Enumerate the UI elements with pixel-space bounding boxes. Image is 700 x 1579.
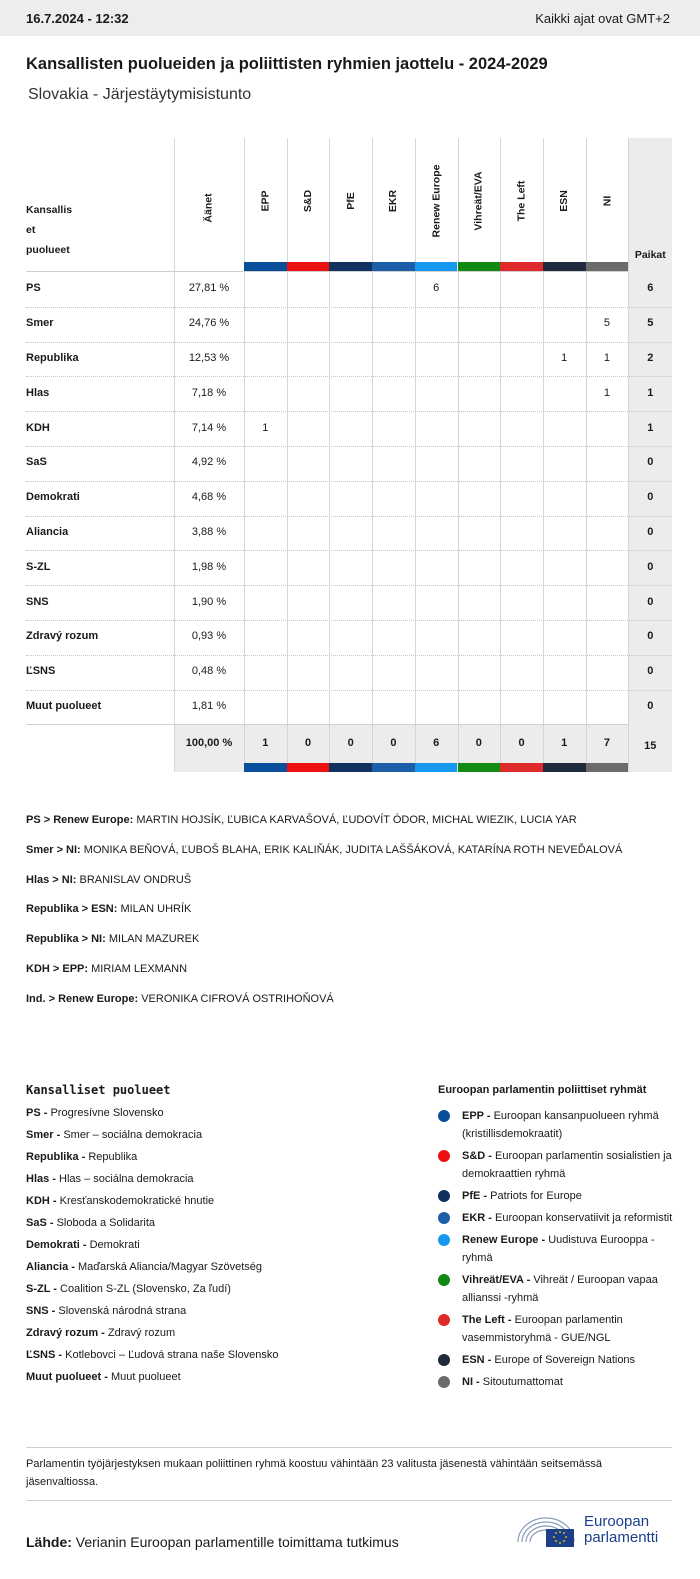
group-legend-text bbox=[462, 1231, 678, 1267]
party-legend-item bbox=[26, 1106, 406, 1128]
party-vote-share: 1,81 % bbox=[191, 700, 227, 712]
group-color-dot bbox=[438, 1110, 450, 1122]
party-legend-item bbox=[26, 1128, 406, 1150]
party-vote-share: 4,68 % bbox=[191, 491, 227, 504]
national-parties-legend bbox=[26, 1083, 406, 1392]
party-legend-name: Progresívne Slovensko bbox=[50, 1107, 164, 1119]
group-color-bar bbox=[287, 763, 330, 772]
party-header-line: Kansallis bbox=[26, 204, 73, 216]
page-title: Kansallisten puolueiden ja poliittisten ryhmien jaottelu - 2024-2029 bbox=[26, 55, 548, 73]
party-legend-item bbox=[26, 1326, 406, 1348]
member-assignment bbox=[26, 963, 187, 975]
party-name: Demokrati bbox=[26, 491, 80, 504]
group-color-bar bbox=[244, 763, 287, 772]
group-color-bar bbox=[372, 763, 415, 772]
row-divider bbox=[26, 376, 672, 377]
party-vote-share: 27,81 % bbox=[188, 282, 230, 295]
party-legend-abbr: SaS - bbox=[26, 1217, 54, 1229]
group-total-seats: 0 bbox=[390, 737, 397, 750]
group-legend-abbr: Renew Europe - bbox=[462, 1234, 546, 1246]
party-legend-name: Smer – sociálna demokracia bbox=[63, 1129, 203, 1141]
group-color-dot bbox=[438, 1190, 450, 1202]
group-total-seats: 7 bbox=[603, 737, 610, 750]
row-divider bbox=[26, 411, 672, 412]
group-legend-item bbox=[438, 1107, 678, 1143]
group-legend-item bbox=[438, 1147, 678, 1183]
group-legend-item bbox=[438, 1311, 678, 1347]
group-total-seats: 0 bbox=[475, 737, 482, 750]
group-header-ni bbox=[586, 138, 629, 264]
group-legend-text bbox=[462, 1209, 672, 1227]
party-legend-item bbox=[26, 1238, 406, 1260]
party-column-header bbox=[26, 200, 72, 260]
party-total-seats: 1 bbox=[647, 421, 654, 434]
party-legend-name: Kotlebovci – Ľudová strana naše Slovensko bbox=[65, 1349, 279, 1361]
group-total-seats: 0 bbox=[304, 737, 312, 750]
party-legend-name: Muut puolueet bbox=[110, 1371, 181, 1383]
group-legend-text bbox=[462, 1373, 563, 1391]
party-legend-item bbox=[26, 1370, 406, 1392]
group-legend-item bbox=[438, 1187, 678, 1205]
party-name: SNS bbox=[26, 595, 49, 608]
party-vote-share: 1,98 % bbox=[191, 560, 227, 573]
member-assignment-label: Republika > ESN: bbox=[26, 903, 118, 916]
group-total-seats: 6 bbox=[433, 737, 440, 750]
group-header-label: The Left bbox=[515, 180, 528, 222]
group-legend-item bbox=[438, 1351, 678, 1369]
group-color-bar bbox=[415, 763, 458, 772]
member-assignment bbox=[26, 844, 622, 856]
group-legend-text bbox=[462, 1147, 678, 1183]
party-name: S-ZL bbox=[26, 560, 51, 573]
ep-hemicycle-icon bbox=[514, 1512, 578, 1548]
party-legend-item bbox=[26, 1150, 406, 1172]
member-assignment-label: KDH > EPP: bbox=[26, 963, 89, 975]
group-header-label: Renew Europe bbox=[430, 164, 443, 238]
party-vote-share: 4,92 % bbox=[191, 456, 227, 469]
ep-logo bbox=[514, 1508, 684, 1552]
group-color-bar bbox=[543, 763, 586, 772]
group-legend-text bbox=[462, 1351, 635, 1369]
source-text: Verianin Euroopan parlamentille toimittama tutkimus bbox=[75, 1534, 399, 1550]
party-name: Zdravý rozum bbox=[26, 630, 99, 643]
row-divider bbox=[26, 307, 672, 308]
member-names: MIRIAM LEXMANN bbox=[91, 963, 188, 975]
party-name: Republika bbox=[26, 352, 79, 364]
group-header-label: ESN bbox=[558, 190, 571, 212]
page-subtitle: Slovakia - Järjestäytymisistunto bbox=[28, 86, 252, 103]
source-label: Lähde: bbox=[26, 1534, 72, 1550]
group-color-bar bbox=[287, 262, 330, 271]
member-names: MILAN UHRÍK bbox=[120, 903, 192, 916]
party-name: Smer bbox=[26, 317, 54, 330]
column-divider bbox=[628, 138, 629, 772]
timezone-note: Kaikki ajat ovat GMT+2 bbox=[535, 10, 670, 26]
party-legend-name: Coalition S-ZL (Slovensko, Za ľudí) bbox=[60, 1283, 231, 1295]
party-legend-name: Sloboda a Solidarita bbox=[56, 1217, 156, 1229]
party-legend-abbr: Aliancia - bbox=[26, 1261, 75, 1273]
group-header-label: S&D bbox=[302, 189, 315, 213]
party-total-seats: 0 bbox=[647, 630, 654, 643]
party-vote-share: 0,48 % bbox=[191, 665, 227, 678]
group-legend-name: Euroopan parlamentin vasemmistoryhmä - GUE/NGL bbox=[462, 1314, 623, 1344]
group-legend-abbr: EPP - bbox=[462, 1110, 491, 1122]
seats-column-shade bbox=[628, 138, 672, 772]
member-assignment bbox=[26, 814, 577, 826]
group-legend-text bbox=[462, 1107, 678, 1143]
group-color-bar bbox=[500, 262, 543, 271]
party-total-seats: 6 bbox=[647, 282, 654, 295]
party-vote-share: 7,18 % bbox=[191, 386, 227, 399]
party-name: ĽSNS bbox=[26, 665, 56, 678]
party-legend-item bbox=[26, 1260, 406, 1282]
party-legend-item bbox=[26, 1282, 406, 1304]
party-legend-abbr: KDH - bbox=[26, 1195, 57, 1207]
party-name: Hlas bbox=[26, 386, 50, 399]
party-total-seats: 0 bbox=[647, 526, 654, 538]
group-legend-name: Uudistuva Eurooppa -ryhmä bbox=[462, 1234, 655, 1264]
group-header-the-left bbox=[500, 138, 543, 264]
group-header-s-d bbox=[287, 138, 330, 264]
party-legend-name: Hlas – sociálna demokracia bbox=[59, 1173, 194, 1185]
member-assignment bbox=[26, 993, 334, 1005]
group-total-seats: 0 bbox=[518, 737, 525, 750]
group-color-bar bbox=[329, 763, 372, 772]
party-vote-share: 3,88 % bbox=[191, 526, 227, 538]
member-assignment bbox=[26, 933, 199, 945]
party-name: PS bbox=[26, 282, 41, 295]
group-legend-name: Sitoutumattomat bbox=[482, 1376, 563, 1388]
seat-count-cell: 1 bbox=[262, 421, 269, 434]
group-legend-text bbox=[462, 1187, 582, 1205]
party-legend-abbr: Hlas - bbox=[26, 1173, 56, 1185]
group-legend-item bbox=[438, 1231, 678, 1267]
member-names: BRANISLAV ONDRUŠ bbox=[79, 873, 192, 886]
group-color-dot bbox=[438, 1314, 450, 1326]
seat-count-cell: 6 bbox=[433, 282, 440, 295]
party-legend-abbr: Muut puolueet - bbox=[26, 1371, 108, 1383]
group-color-bar bbox=[458, 262, 501, 271]
party-total-seats: 1 bbox=[647, 386, 654, 399]
group-color-bar bbox=[586, 262, 629, 271]
party-name: Aliancia bbox=[26, 526, 69, 538]
party-total-seats: 0 bbox=[647, 560, 654, 573]
group-legend-name: Euroopan parlamentin sosialistien ja demokraattien ryhmä bbox=[462, 1150, 672, 1180]
member-assignment-label: Hlas > NI: bbox=[26, 873, 77, 886]
votes-column-header bbox=[174, 148, 244, 268]
party-header-line: et bbox=[26, 224, 36, 236]
total-vote-share: 100,00 % bbox=[185, 737, 233, 750]
political-groups-legend bbox=[438, 1084, 678, 1395]
member-names: VERONIKA CIFROVÁ OSTRIHOŇOVÁ bbox=[141, 992, 334, 1005]
member-assignment bbox=[26, 903, 191, 915]
group-color-bar bbox=[372, 262, 415, 271]
row-divider bbox=[26, 481, 672, 482]
group-legend-abbr: ESN - bbox=[462, 1354, 492, 1366]
group-total-seats: 0 bbox=[347, 737, 354, 750]
group-legend-abbr: Vihreät/EVA - bbox=[462, 1274, 531, 1286]
results-table bbox=[26, 138, 672, 784]
party-legend-abbr: Republika - bbox=[26, 1151, 86, 1163]
row-divider bbox=[26, 550, 672, 551]
group-color-bar bbox=[500, 763, 543, 772]
party-legend-name: Zdravý rozum bbox=[107, 1327, 176, 1339]
party-name: Muut puolueet bbox=[26, 700, 102, 712]
totals-divider bbox=[26, 724, 628, 725]
group-header-label: EPP bbox=[259, 190, 272, 212]
party-total-seats: 0 bbox=[647, 665, 654, 678]
timestamp: 16.7.2024 - 12:32 bbox=[26, 10, 129, 26]
group-color-bar bbox=[586, 763, 629, 772]
group-color-bar bbox=[329, 262, 372, 271]
row-divider bbox=[26, 620, 672, 621]
member-names: MARTIN HOJSÍK, ĽUBICA KARVAŠOVÁ, ĽUDOVÍT ÓDOR, MICHAL WIEZIK, LUCIA YAR bbox=[136, 814, 577, 826]
seats-column-header: Paikat bbox=[634, 249, 666, 261]
row-divider bbox=[26, 655, 672, 656]
party-legend-abbr: Zdravý rozum - bbox=[26, 1327, 105, 1339]
member-assignment bbox=[26, 874, 191, 886]
group-header-vihre-t-eva bbox=[458, 138, 501, 264]
group-color-dot bbox=[438, 1150, 450, 1162]
party-vote-share: 1,90 % bbox=[191, 595, 227, 608]
member-assignment-label: Smer > NI: bbox=[26, 843, 81, 856]
group-legend-abbr: EKR - bbox=[462, 1212, 492, 1224]
group-header-label: Vihreät/EVA bbox=[472, 171, 485, 231]
row-divider bbox=[26, 690, 672, 691]
group-color-dot bbox=[438, 1274, 450, 1286]
member-assignment-label: Ind. > Renew Europe: bbox=[26, 992, 139, 1005]
group-legend-text bbox=[462, 1271, 678, 1307]
party-legend-item bbox=[26, 1304, 406, 1326]
group-legend-name: Vihreät / Euroopan vapaa allianssi -ryhmä bbox=[462, 1274, 658, 1304]
member-names: MONIKA BEŇOVÁ, ĽUBOŠ BLAHA, ERIK KALIŇÁK, JUDITA LAŠŠÁKOVÁ, KATARÍNA ROTH NEVEĎALOVÁ bbox=[83, 843, 623, 856]
party-legend-abbr: SNS - bbox=[26, 1305, 56, 1317]
party-legend-item bbox=[26, 1216, 406, 1238]
source bbox=[26, 1534, 399, 1550]
row-divider bbox=[26, 446, 672, 447]
party-legend-name: Slovenská národná strana bbox=[58, 1305, 187, 1317]
votes-header-label: Äänet bbox=[203, 193, 215, 223]
group-color-dot bbox=[438, 1354, 450, 1366]
group-header-pfe bbox=[329, 138, 372, 264]
group-color-dot bbox=[438, 1234, 450, 1246]
party-legend-item bbox=[26, 1172, 406, 1194]
group-legend-name: Europe of Sovereign Nations bbox=[494, 1354, 636, 1366]
seat-count-cell: 1 bbox=[603, 352, 610, 364]
top-bar bbox=[0, 0, 700, 36]
party-legend-name: Demokrati bbox=[89, 1239, 140, 1251]
divider bbox=[26, 1447, 672, 1448]
group-legend-item bbox=[438, 1271, 678, 1307]
national-parties-legend-title: Kansalliset puolueet bbox=[26, 1083, 171, 1097]
party-legend-abbr: Smer - bbox=[26, 1129, 61, 1141]
party-vote-share: 0,93 % bbox=[191, 630, 227, 643]
group-color-dot bbox=[438, 1376, 450, 1388]
party-total-seats: 2 bbox=[647, 352, 654, 364]
political-groups-legend-title: Euroopan parlamentin poliittiset ryhmät bbox=[438, 1084, 647, 1096]
party-legend-abbr: Demokrati - bbox=[26, 1239, 87, 1251]
party-legend-item bbox=[26, 1348, 406, 1370]
party-vote-share: 7,14 % bbox=[191, 421, 227, 434]
seat-count-cell: 1 bbox=[561, 352, 568, 364]
row-divider bbox=[26, 342, 672, 343]
group-legend-abbr: S&D - bbox=[462, 1150, 492, 1162]
footnote: Parlamentin työjärjestyksen mukaan poliittinen ryhmä koostuu vähintään 23 valitusta jäsenestä vähintään seitsemässä jäsenvaltiossa. bbox=[26, 1458, 602, 1488]
party-name: KDH bbox=[26, 421, 50, 434]
party-total-seats: 5 bbox=[647, 317, 654, 330]
divider bbox=[26, 1500, 672, 1501]
group-header-label: PfE bbox=[344, 192, 357, 210]
logo-line1: Euroopan bbox=[584, 1513, 650, 1530]
group-color-bar bbox=[244, 262, 287, 271]
party-legend-item bbox=[26, 1194, 406, 1216]
member-names: MILAN MAZUREK bbox=[108, 933, 200, 946]
group-header-label: EKR bbox=[387, 189, 400, 213]
group-legend-abbr: The Left - bbox=[462, 1314, 512, 1326]
group-legend-abbr: NI - bbox=[462, 1376, 480, 1388]
member-assignment-label: Republika > NI: bbox=[26, 933, 106, 946]
row-divider bbox=[26, 585, 672, 586]
group-color-bar bbox=[415, 262, 458, 271]
group-legend-abbr: PfE - bbox=[462, 1190, 488, 1202]
party-total-seats: 0 bbox=[647, 456, 654, 469]
group-total-seats: 1 bbox=[561, 737, 568, 750]
group-color-dot bbox=[438, 1212, 450, 1224]
group-legend-item bbox=[438, 1373, 678, 1391]
logo-line2: parlamentti bbox=[584, 1529, 659, 1546]
seat-count-cell: 1 bbox=[603, 386, 610, 399]
header-divider bbox=[26, 271, 628, 272]
party-header-line: puolueet bbox=[26, 244, 70, 256]
group-header-label: NI bbox=[600, 195, 613, 207]
seat-count-cell: 5 bbox=[603, 317, 610, 330]
group-header-epp bbox=[244, 138, 287, 264]
party-total-seats: 0 bbox=[647, 700, 654, 712]
party-legend-abbr: S-ZL - bbox=[26, 1283, 57, 1295]
party-vote-share: 24,76 % bbox=[188, 317, 230, 330]
party-name: SaS bbox=[26, 456, 47, 469]
grand-total-seats: 15 bbox=[644, 740, 657, 753]
party-legend-abbr: ĽSNS - bbox=[26, 1349, 63, 1361]
group-legend-name: Euroopan konservatiivit ja reformistit bbox=[495, 1212, 673, 1224]
member-assignment-label: PS > Renew Europe: bbox=[26, 814, 134, 826]
party-legend-name: Maďarská Aliancia/Magyar Szövetség bbox=[77, 1261, 263, 1273]
row-divider bbox=[26, 516, 672, 517]
group-legend-text bbox=[462, 1311, 678, 1347]
party-legend-name: Republika bbox=[88, 1151, 138, 1163]
group-legend-item bbox=[438, 1209, 678, 1227]
party-total-seats: 0 bbox=[647, 595, 654, 608]
group-legend-name: Euroopan kansanpuolueen ryhmä (kristillisdemokraatit) bbox=[462, 1110, 659, 1140]
group-header-ekr bbox=[372, 138, 415, 264]
group-total-seats: 1 bbox=[262, 737, 269, 750]
group-color-bar bbox=[543, 262, 586, 271]
party-total-seats: 0 bbox=[647, 491, 654, 504]
group-legend-name: Patriots for Europe bbox=[490, 1190, 582, 1202]
group-header-renew-europe bbox=[415, 138, 458, 264]
group-header-esn bbox=[543, 138, 586, 264]
party-vote-share: 12,53 % bbox=[188, 352, 230, 364]
group-color-bar bbox=[458, 763, 501, 772]
party-legend-abbr: PS - bbox=[26, 1107, 48, 1119]
party-legend-name: Kresťanskodemokratické hnutie bbox=[59, 1195, 215, 1207]
